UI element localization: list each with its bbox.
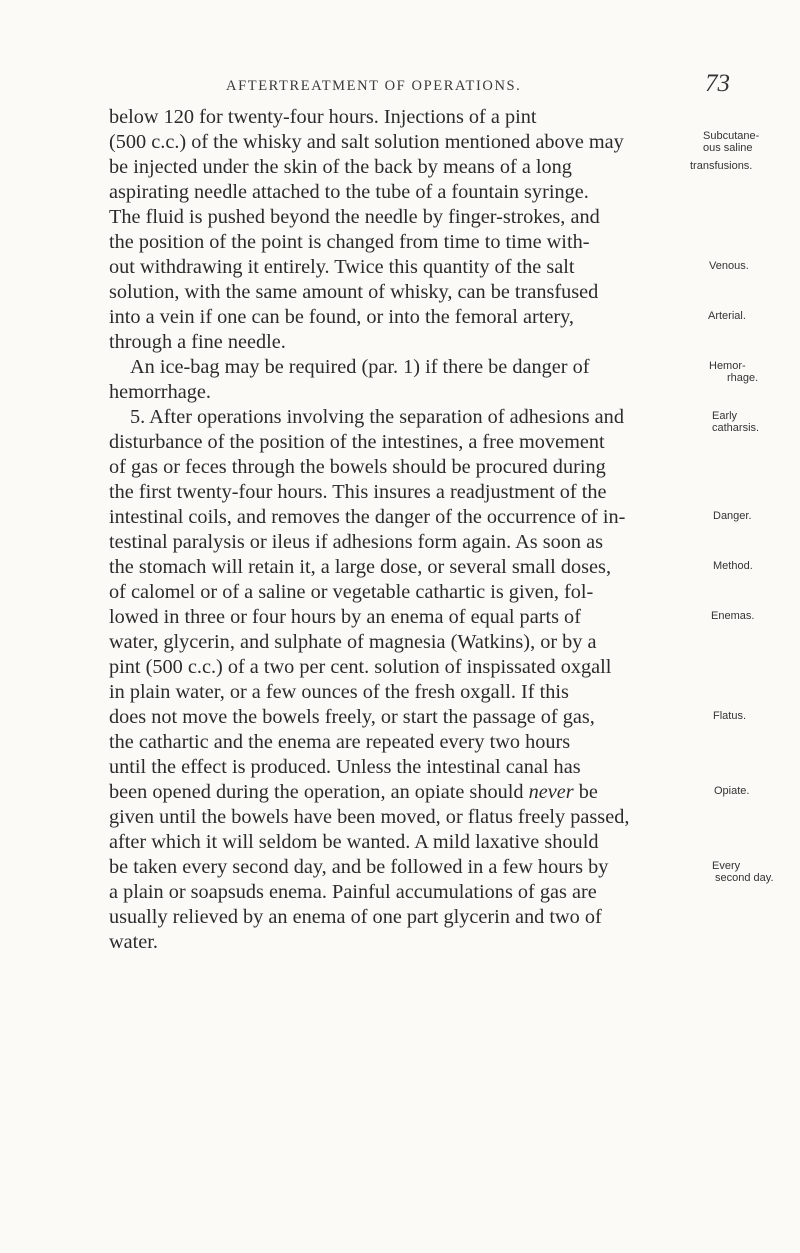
text-line: until the effect is produced. Unless the intestinal canal has (109, 756, 581, 778)
side-note: catharsis. (712, 422, 760, 434)
text-line: of calomel or of a saline or vegetable cathartic is given, fol- (109, 581, 594, 603)
text-line: the position of the point is changed from time to time with- (109, 231, 590, 253)
text-line: disturbance of the position of the intestines, a free movement (109, 431, 605, 453)
text-line: be injected under the skin of the back by means of a long (109, 156, 572, 178)
text-line: be taken every second day, and be followed in a few hours by (109, 856, 609, 878)
page-number: 73 (705, 70, 730, 97)
side-note: Danger. (713, 510, 752, 522)
text-line: testinal paralysis or ileus if adhesions form again. As soon as (109, 531, 603, 553)
side-note: rhage. (727, 372, 759, 384)
side-note: transfusions. (690, 160, 753, 172)
text-line-with-emphasis (109, 780, 598, 804)
side-note: Early (712, 410, 738, 422)
text-line: water, glycerin, and sulphate of magnesia (Watkins), or by a (109, 631, 597, 653)
side-note: Hemor- (709, 360, 746, 372)
side-note: second day. (715, 872, 774, 884)
text-line: An ice-bag may be required (par. 1) if there be danger of (130, 356, 590, 378)
side-note: ous saline (703, 142, 753, 154)
emphasis-never: never (528, 781, 574, 803)
side-note: Every (712, 860, 741, 872)
text-line: The fluid is pushed beyond the needle by finger-strokes, and (109, 206, 600, 228)
text-line: the cathartic and the enema are repeated every two hours (109, 731, 571, 753)
text-line: (500 c.c.) of the whisky and salt solution mentioned above may (109, 131, 624, 153)
text-line: of gas or feces through the bowels should be procured during (109, 456, 606, 478)
text-line: given until the bowels have been moved, or flatus freely passed, (109, 806, 630, 828)
text-segment: been opened during the operation, an opiate should (109, 781, 524, 803)
side-note: Venous. (709, 260, 749, 272)
text-line: a plain or soapsuds enema. Painful accumulations of gas are (109, 881, 597, 903)
text-line: solution, with the same amount of whisky, can be transfused (109, 281, 599, 303)
text-line: in plain water, or a few ounces of the fresh oxgall. If this (109, 681, 569, 703)
text-line: after which it will seldom be wanted. A mild laxative should (109, 831, 599, 853)
text-line: 5. After operations involving the separation of adhesions and (130, 406, 624, 428)
text-line: out withdrawing it entirely. Twice this quantity of the salt (109, 256, 575, 278)
side-note: Subcutane- (703, 130, 760, 142)
side-note: Enemas. (711, 610, 755, 622)
side-note: Opiate. (714, 785, 750, 797)
text-line: does not move the bowels freely, or start the passage of gas, (109, 706, 595, 728)
text-line: intestinal coils, and removes the danger of the occurrence of in- (109, 506, 626, 528)
running-title: AFTERTREATMENT OF OPERATIONS. (226, 78, 522, 94)
text-line: aspirating needle attached to the tube of a fountain syringe. (109, 181, 589, 203)
text-line: water. (109, 931, 158, 953)
text-line: usually relieved by an enema of one part glycerin and two of (109, 906, 602, 928)
text-line: the first twenty-four hours. This insures a readjustment of the (109, 481, 607, 503)
side-note: Method. (713, 560, 753, 572)
text-line: the stomach will retain it, a large dose, or several small doses, (109, 556, 612, 578)
text-line: pint (500 c.c.) of a two per cent. solution of inspissated oxgall (109, 656, 612, 678)
text-line: lowed in three or four hours by an enema of equal parts of (109, 606, 581, 628)
text-segment: be (578, 781, 598, 803)
text-line: into a vein if one can be found, or into the femoral artery, (109, 306, 574, 328)
text-line: below 120 for twenty-four hours. Injections of a pint (109, 106, 537, 128)
text-line: hemorrhage. (109, 381, 211, 403)
side-note: Flatus. (713, 710, 747, 722)
text-line: through a fine needle. (109, 331, 286, 353)
side-note: Arterial. (708, 310, 746, 322)
